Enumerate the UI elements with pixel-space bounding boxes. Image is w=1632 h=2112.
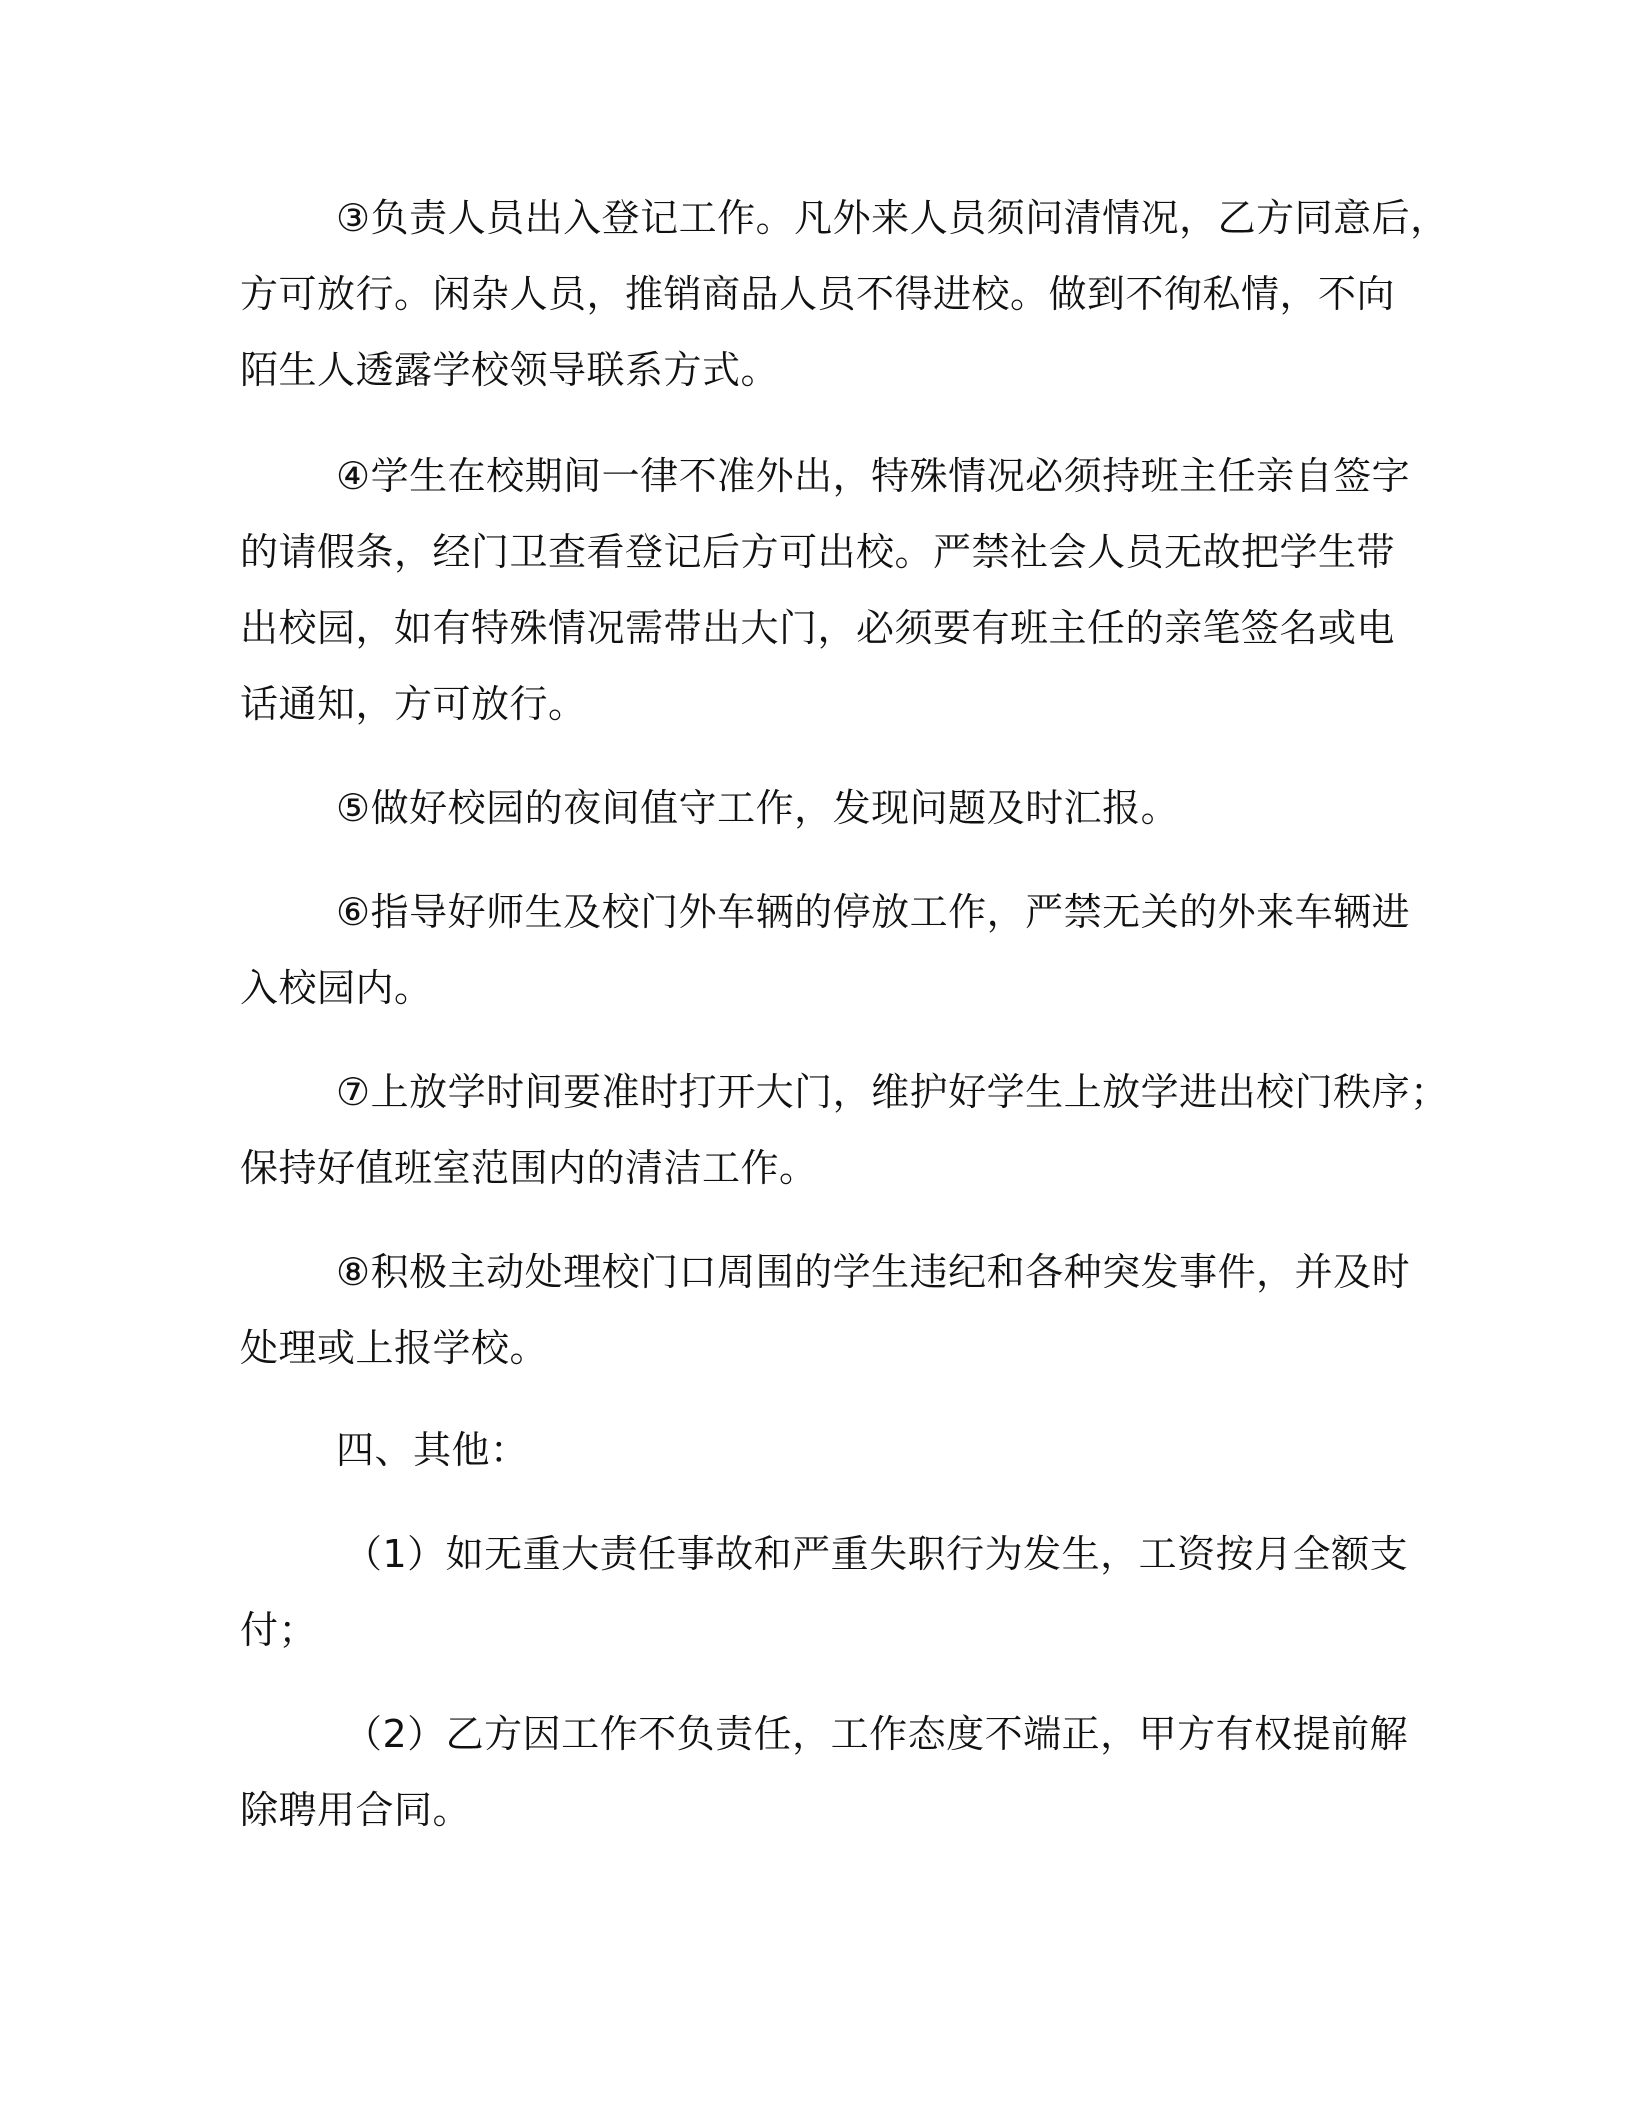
paragraph-line: 除聘用合同。 xyxy=(240,1788,472,1832)
paragraph-line: 出校园，如有特殊情况需带出大门，必须要有班主任的亲笔签名或电 xyxy=(240,606,1396,650)
paragraph-other-2 xyxy=(240,1696,1409,1848)
paragraph-line: 保持好值班室范围内的清洁工作。 xyxy=(240,1146,818,1190)
section-heading: 四、其他： xyxy=(336,1428,529,1472)
paragraph-line: 陌生人透露学校领导联系方式。 xyxy=(240,348,780,392)
paragraph-line: 处理或上报学校。 xyxy=(240,1326,549,1370)
paragraph-line: （2）乙方因工作不负责任，工作态度不端正，甲方有权提前解 xyxy=(344,1712,1409,1756)
paragraph-line: （1）如无重大责任事故和严重失职行为发生，工资按月全额支 xyxy=(344,1532,1409,1576)
paragraph-item-7 xyxy=(240,1054,1449,1206)
paragraph-line: 的请假条，经门卫查看登记后方可出校。严禁社会人员无故把学生带 xyxy=(240,530,1396,574)
paragraph-line: ⑥指导好师生及校门外车辆的停放工作，严禁无关的外来车辆进 xyxy=(336,890,1411,934)
paragraph-other-1 xyxy=(240,1516,1409,1668)
paragraph-line: 付； xyxy=(240,1608,318,1652)
paragraph-line: 话通知，方可放行。 xyxy=(240,682,587,726)
paragraph-line: 方可放行。闲杂人员，推销商品人员不得进校。做到不徇私情，不向 xyxy=(240,272,1396,316)
paragraph-item-4 xyxy=(240,438,1411,742)
paragraph-line: ③负责人员出入登记工作。凡外来人员须问清情况，乙方同意后， xyxy=(336,196,1449,240)
paragraph-item-5 xyxy=(240,770,1400,846)
paragraph-item-8 xyxy=(240,1234,1411,1386)
paragraph-line: 入校园内。 xyxy=(240,966,433,1010)
paragraph-line: ⑧积极主动处理校门口周围的学生违纪和各种突发事件，并及时 xyxy=(336,1250,1411,1294)
paragraph-line: ④学生在校期间一律不准外出，特殊情况必须持班主任亲自签字 xyxy=(336,454,1411,498)
paragraph-item-6 xyxy=(240,874,1411,1026)
paragraph-item-3 xyxy=(240,180,1449,408)
section-heading-other xyxy=(240,1412,1400,1488)
paragraph-line: ⑤做好校园的夜间值守工作，发现问题及时汇报。 xyxy=(336,786,1180,830)
paragraph-line: ⑦上放学时间要准时打开大门，维护好学生上放学进出校门秩序； xyxy=(336,1070,1449,1114)
